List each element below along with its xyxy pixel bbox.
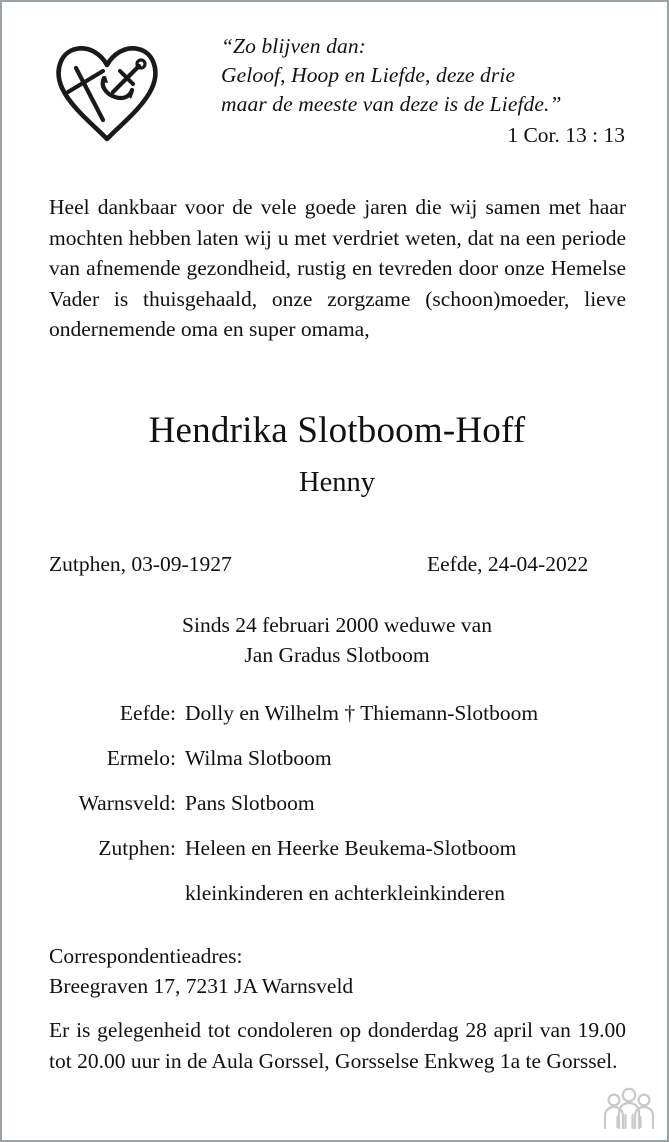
scripture-quote	[221, 32, 625, 150]
family-people: kleinkinderen en achterkleinkinderen	[185, 881, 505, 905]
family-row	[49, 836, 625, 881]
family-place: Warnsveld:	[78, 791, 176, 815]
notice-header	[49, 32, 625, 162]
notice-content	[49, 2, 625, 1142]
death-place-date: Eefde, 24-04-2022	[427, 552, 589, 576]
family-row	[49, 791, 625, 836]
heart-cross-anchor-icon	[51, 36, 163, 148]
deceased-full-name: Hendrika Slotboom-Hoff	[148, 410, 526, 451]
family-row	[49, 746, 625, 791]
scripture-line-1: “Zo blijven dan:	[221, 34, 366, 58]
correspondence-address	[49, 941, 625, 1001]
family-row	[49, 881, 625, 926]
scripture-line-3: maar de meeste van deze is de Liefde.”	[221, 92, 562, 116]
family-people: Wilma Slotboom	[185, 746, 332, 770]
widow-block	[49, 610, 625, 670]
family-people: Dolly en Wilhelm † Thiemann-Slotboom	[185, 701, 539, 725]
family-people: Pans Slotboom	[185, 791, 315, 815]
family-place: Eefde:	[119, 701, 176, 725]
family-people: Heleen en Heerke Beukema-Slotboom	[185, 836, 517, 860]
deceased-nickname: Henny	[299, 467, 375, 498]
scripture-line-2: Geloof, Hoop en Liefde, deze drie	[221, 63, 516, 87]
widow-line-2: Jan Gradus Slotboom	[244, 643, 430, 667]
family-list	[49, 701, 625, 926]
scripture-reference: 1 Cor. 13 : 13	[507, 123, 625, 147]
condolence-paragraph: Er is gelegenheid tot condoleren op donderdag 28 april van 19.00 tot 20.00 uur in de Aula Gorssel, Gorsselse Enkweg 1a te Gorssel.	[49, 1018, 626, 1073]
deceased-name-block	[49, 407, 625, 503]
correspondence-value: Breegraven 17, 7231 JA Warnsveld	[49, 974, 354, 998]
family-place: Ermelo:	[106, 746, 176, 770]
intro-paragraph: Heel dankbaar voor de vele goede jaren die wij samen met haar mochten hebben laten wij u met verdriet weten, dat na een periode van afnemende gezondheid, rustig en tevreden door onze Hemelse Vader is thuisgehaald, onze zorgzame (schoon)moeder, lieve ondernemende oma en super omama,	[49, 195, 626, 342]
birth-place-date: Zutphen, 03-09-1927	[49, 552, 232, 576]
family-row	[49, 701, 625, 746]
widow-line-1: Sinds 24 februari 2000 weduwe van	[182, 613, 492, 637]
family-place: Zutphen:	[98, 836, 176, 860]
three-people-group-icon	[601, 1086, 657, 1132]
correspondence-label: Correspondentieadres:	[49, 944, 243, 968]
